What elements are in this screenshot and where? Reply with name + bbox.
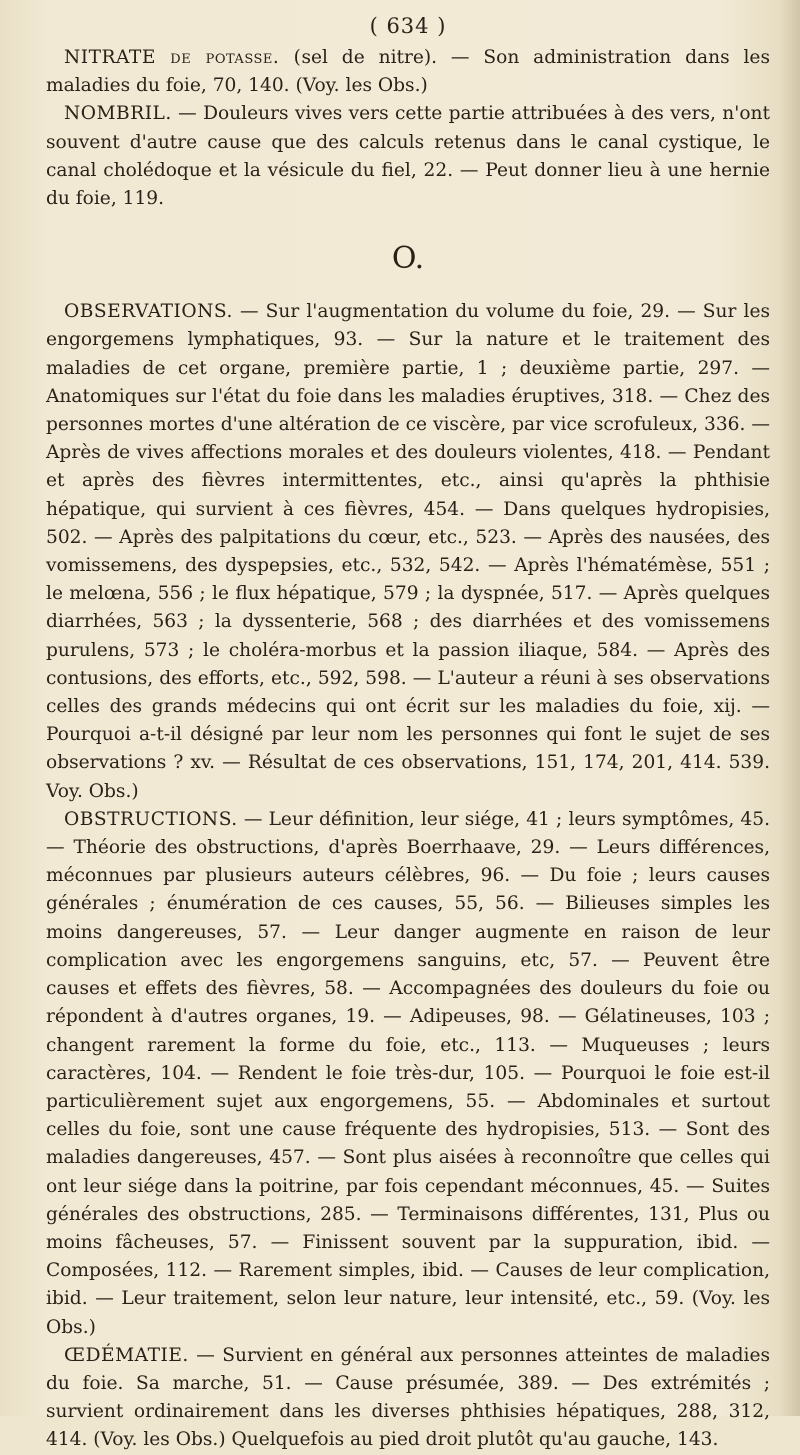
entry-nitrate <box>46 44 770 100</box>
entry-head: NOMBRIL. <box>64 103 172 125</box>
entry-text: — Douleurs vives vers cette partie attribuées à des vers, n'ont souvent d'autre cause que des calculs retenus dans le canal cystique, le canal cholédoque et la vésicule du fiel, 22. — Peut donner lieu à une hernie du foie, 119. <box>46 103 770 210</box>
entry-text: — Survient en général aux personnes atteintes de maladies du foie. Sa marche, 51. — Cause présumée, 389. — Des extrémités ; survient ordinairement dans les diverses phthisies hépatiques, 288, 312, 414. (Voy. les Obs.) Quelquefois au pied droit plutôt qu'au gauche, 143. <box>46 1344 770 1451</box>
entry-text: sel de nitre). — Son administration dans les maladies du foie, 70, 140. (Voy. les Obs.) <box>46 47 770 97</box>
entry-nombril <box>46 100 770 213</box>
entry-head: OBSERVATIONS. <box>64 301 233 323</box>
page-edge-shadow <box>780 0 800 1416</box>
entry-head: OBSTRUCTIONS. <box>64 808 238 830</box>
section-letter: O. <box>391 241 425 277</box>
entry-text: — Sur l'augmentation du volume du foie, 29. — Sur les engorgemens lymphatiques, 93. — Sur la nature et le traitement des maladies de cet organe, première partie, 1 ; deuxième partie, 297. — Anatomiques sur l'état du foie dans les maladies éruptives, 318. — Chez des personnes mortes d'une altération de ce viscère, par vice scrofuleux, 336. — Après de vives affections morales et des douleurs violentes, 418. — Pendant et après des fièvres intermittentes, etc., ainsi qu'après la phthisie hépatique, qui survient à ces fièvres, 454. — Dans quelques hydropisies, 502. — Après des palpitations du cœur, etc., 523. — Après des nausées, des vomissemens, des dyspepsies, etc., 532, 542. — Après l'hématémèse, 551 ; le melœna, 556 ; le flux hépatique, 579 ; la dyspnée, 517. — Après quelques diarrhées, 563 ; la dyssenterie, 568 ; des diarrhées et des vomissemens purulens, 573 ; le choléra-morbus et la passion iliaque, 584. — Après des contusions, des efforts, etc., 592, 598. — L'auteur a réuni à ses observations celles des grands médecins qui ont écrit sur les maladies du foie, xij. — Pourquoi a-t-il désigné par leur nom les personnes qui font le sujet de ses observations ? xv. — Résultat de ces observations, 151, 174, 201, 414. 539. Voy. Obs.) <box>46 301 770 802</box>
entry-text: — Leur définition, leur siége, 41 ; leurs symptômes, 45. — Théorie des obstructions, d'après Boerrhaave, 29. — Leurs différences, méconnues par plusieurs auteurs célèbres, 96. — Du foie ; leurs causes générales ; énumération de ces causes, 55, 56. — Bilieuses simples les moins dangereuses, 57. — Leur danger augmente en raison de leur complication avec les engorgemens sanguins, etc, 57. — Peuvent être causes et effets des fièvres, 58. — Accompagnées des douleurs du foie ou répondent à d'autres organes, 19. — Adipeuses, 98. — Gélatineuses, 103 ; changent rarement la forme du foie, etc., 113. — Muqueuses ; leurs caractères, 104. — Rendent le foie très-dur, 105. — Pourquoi le foie est-il particulièrement sujet aux engorgemens, 55. — Abdominales et surtout celles du foie, sont une cause fréquente des hydropisies, 513. — Sont des maladies dangereuses, 457. — Sont plus aisées à reconnoître que celles qui ont leur siége dans la poitrine, par fois cependant méconnues, 45. — Suites générales des obstructions, 285. — Terminaisons différentes, 131, Plus ou moins fâcheuses, 57. — Finissent souvent par la suppuration, ibid. — Composées, 112. — Rarement simples, ibid. — Causes de leur complication, ibid. — Leur traitement, selon leur nature, leur intensité, etc., 59. (Voy. les Obs.) <box>46 808 770 1338</box>
page-number: ( 634 ) <box>369 14 447 38</box>
entry-head: ŒDÉMATIE. <box>64 1344 189 1366</box>
entry-oedematie <box>46 1342 770 1455</box>
entry-obstructions <box>46 806 770 1342</box>
entry-observations <box>46 298 770 806</box>
entry-head: NITRATE de potasse. ( <box>64 47 302 68</box>
